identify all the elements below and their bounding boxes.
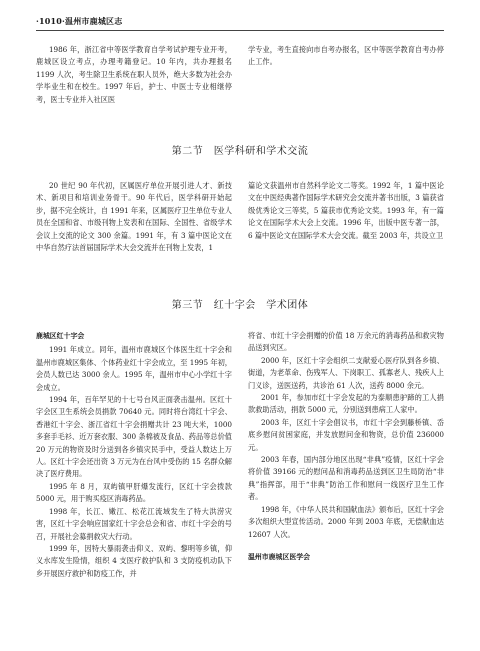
paragraph: 篇论文获温州市自然科学论文二等奖。1992 年，1 篇中医论文在中医经典著作国际学术研究会交流并著书出版，3 篇获省级优秀论文三等奖，5 篇获市优秀论文奖。1993 年，有一篇论文在国际学术大会上交流。1996 年，出版中医专著一部，6 篇中医论文在国际学术大会交流。截至 2003 年，共设立卫: [248, 181, 444, 240]
paragraph: 2000 年，区红十字会组织二支献爱心医疗队到各乡镇、街道，为老革命、伤残军人、下岗职工、孤寡老人、残疾人上门义诊，送医送药，共诊治 61 人次，送药 8000 余元。: [248, 355, 444, 390]
paragraph: 将省、市红十字会捐赠的价值 18 万余元的消毒药品和救灾物品送到灾区。: [248, 331, 444, 353]
section3-left-column: [36, 330, 232, 580]
paragraph: 2003 年，区红十字会倡议书，市红十字会到藤桥镇、岙底乡慰问贫困家庭，并发放慰问金和物资，总价值 236000 元。: [248, 417, 444, 452]
paragraph: 1998 年，《中华人民共和国献血法》颁布后，区红十字会多次组织大型宣传活动。2000 年到 2003 年底，无偿献血达 12607 人次。: [248, 504, 444, 539]
paragraph: 1999 年，因特大暴雨袭击仰义、双屿、黎明等乡镇，仰义水库发生险情，组织 4 支医疗救护队和 3 支防疫机动队下乡开展医疗救护和防疫工作，并: [36, 543, 232, 578]
running-header: ·1010·温州市鹿城区志: [36, 16, 444, 31]
subheading-red-cross: 鹿城区红十字会: [36, 332, 85, 340]
paragraph: 1986 年，浙江省中等医学教育自学考试护理专业开考，鹿城区设立考点，办理考籍登记。10 年内，共办理报名 1199 人次，考生除卫生系统在职人员外，绝大多数为社会办学毕业生和在校生。1997 年后，护士、中医士专业相继停考，医士专业并入社区医: [36, 45, 232, 104]
section2-left-column: [36, 180, 232, 254]
section3-right-column: [248, 330, 444, 565]
section-title-3: 第三节 红十字会 学术团体: [171, 300, 309, 311]
paragraph: 1994 年，百年罕见的十七号台风正面袭击温州。区红十字会区卫生系统会员捐款 70640 元。同时将台湾红十字会、香港红十字会、浙江省红十字会捐赠共计 23 吨大米，1000 多套手毛衫、近万套衣服、300 条棉被及食品、药品等总价值 20 万元的物资及时分送到各乡镇灾民手中，受益人数达上万人。区红十字会还出资 3 万元为在台风中受伤的 15 名群众解决了医疗费用。: [36, 395, 232, 479]
paragraph: 1998 年，长江、嫩江、松花江流域发生了特大洪涝灾害，区红十字会响应国家红十字会总会和省、市红十字会的号召，开展社会募捐救灾大行动。: [36, 506, 232, 541]
paragraph: 20 世纪 90 年代初，区属医疗单位开展引进人才、新技术、新项目和培训业务骨干。90 年代后，医学科研开始起步，据不完全统计，自 1991 年来，区属医疗卫生单位专业人员在全国和省、市级刊物上发表和在国际、全国性、省级学术会议上交流的论文 300 余篇。1991 年，有 3 篇中医论文在中华自然疗法首届国际学术大会交流并在刊物上发表，1: [36, 181, 232, 253]
paragraph: 1991 年成立。同年，温州市鹿城区个体医生红十字会和温州市鹿城区集体、个体药业红十字会成立，至 1995 年初，会员人数已达 3000 余人。1995 年，温州市中心小学红十字会成立。: [36, 345, 232, 392]
top-right-column: [248, 44, 444, 69]
paragraph: 学专业，考生直接向市自考办报名，区中等医学教育自考办停止工作。: [248, 45, 444, 67]
subheading-medical-association: 温州市鹿城区医学会: [248, 552, 311, 561]
top-left-column: [36, 44, 232, 106]
paragraph: 1995 年 8 月，双屿镇甲肝爆发流行，区红十字会拨款 5000 元，用于购买疫区消毒药品。: [36, 481, 232, 504]
section2-right-column: [248, 180, 444, 242]
paragraph: 2001 年，参加市红十字会发起的为泰顺患驴蹄的工人捐款救助活动，捐款 5000 元，分别送到患病工人家中。: [248, 393, 444, 415]
section-title-2: 第二节 医学科研和学术交流: [171, 146, 309, 157]
paragraph: 2003 年春，国内部分地区出现“非典”疫情，区红十字会将价值 39166 元的慰问品和消毒药品送到区卫生局防治“非典”指挥部，用于“非典”防治工作和慰问一线医疗卫生工作者。: [248, 455, 444, 502]
